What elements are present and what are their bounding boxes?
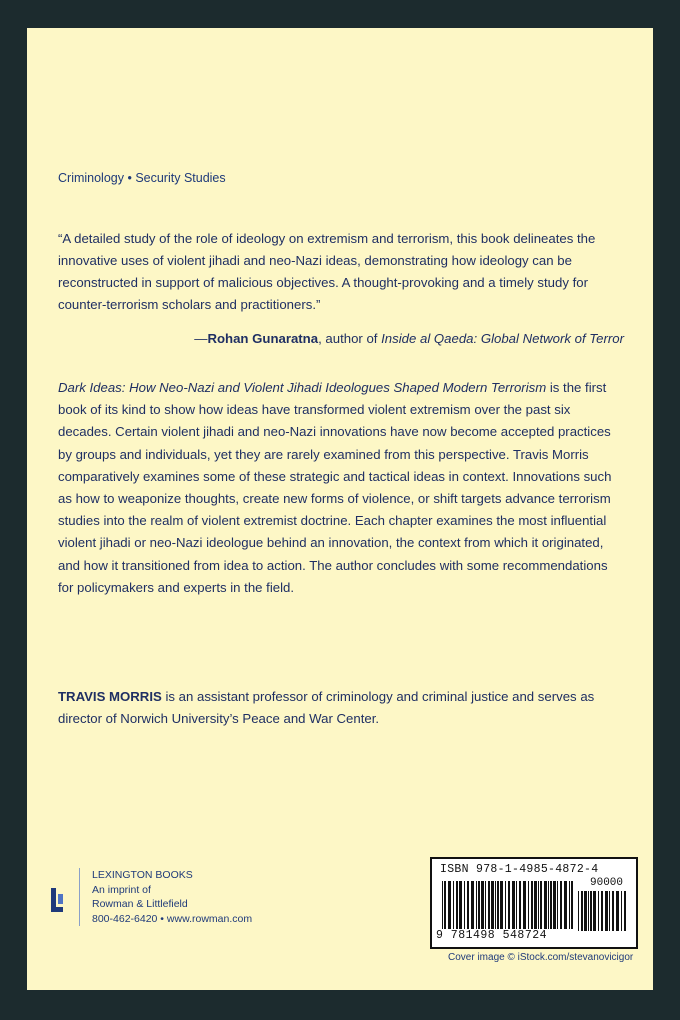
barcode-digits: 9 781498 548724 [436, 929, 548, 942]
endorsement-quote: “A detailed study of the role of ideology on extremism and terrorism, this book delineates the innovative uses of violent jihadi and neo-Nazi ideas, demonstrating how ideology can be reconstructed in support of malicious objectives. A thought-provoking and a timely study for counter-terrorism scholars and practitioners.” [58, 231, 596, 312]
back-cover [27, 28, 653, 990]
price-code: 90000 [590, 877, 624, 889]
barcode-addon-bars [578, 891, 626, 931]
cover-image-credit: Cover image © iStock.com/stevanovicigor [448, 952, 634, 963]
category-label: Criminology • Security Studies [58, 171, 226, 185]
isbn-barcode [430, 857, 638, 949]
endorser-work: Inside al Qaeda: Global Network of Terror [381, 331, 624, 346]
attribution-dash: — [194, 331, 208, 346]
attribution-middle: , author of [318, 331, 382, 346]
book-description [58, 377, 624, 599]
author-bio-text: is an assistant professor of criminology and criminal justice and serves as director of Norwich University’s Peace and War Center. [58, 689, 595, 726]
publisher-lines [79, 868, 252, 926]
barcode-bars [442, 881, 574, 929]
author-bio [58, 686, 624, 730]
book-title: Dark Ideas: How Neo-Nazi and Violent Jihadi Ideologues Shaped Modern Terrorism [58, 380, 547, 395]
publisher-contact: 800-462-6420 • www.rowman.com [92, 912, 253, 925]
publisher-imprint-line: An imprint of [92, 883, 151, 896]
publisher-logo-icon [49, 886, 65, 914]
isbn-label: ISBN 978-1-4985-4872-4 [440, 863, 599, 876]
publisher-name: LEXINGTON BOOKS [92, 869, 193, 881]
publisher-parent: Rowman & Littlefield [92, 898, 188, 910]
endorsement-attribution [58, 328, 624, 350]
author-name: TRAVIS MORRIS [58, 689, 162, 704]
description-body: is the first book of its kind to show how ideas have transformed violent extremism over the past six decades. Certain violent jihadi and neo-Nazi innovations have now become accepted practices by groups and individuals, yet they are rarely examined from this perspective. Travis Morris comparatively examines some of these strategic and tactical ideas in context. Innovations such as how to weaponize thoughts, create new forms of violence, or shift targets advance terrorism studies into the realm of violent extremist doctrine. Each chapter examines the most influential violent jihadi or neo-Nazi ideologue behind an innovation, the context from which it originated, and how it transitioned from idea to action. The author concludes with some recommendations for policymakers and experts in the field. [58, 380, 612, 595]
endorser-name: Rohan Gunaratna [207, 331, 319, 346]
publisher-block [49, 868, 289, 938]
